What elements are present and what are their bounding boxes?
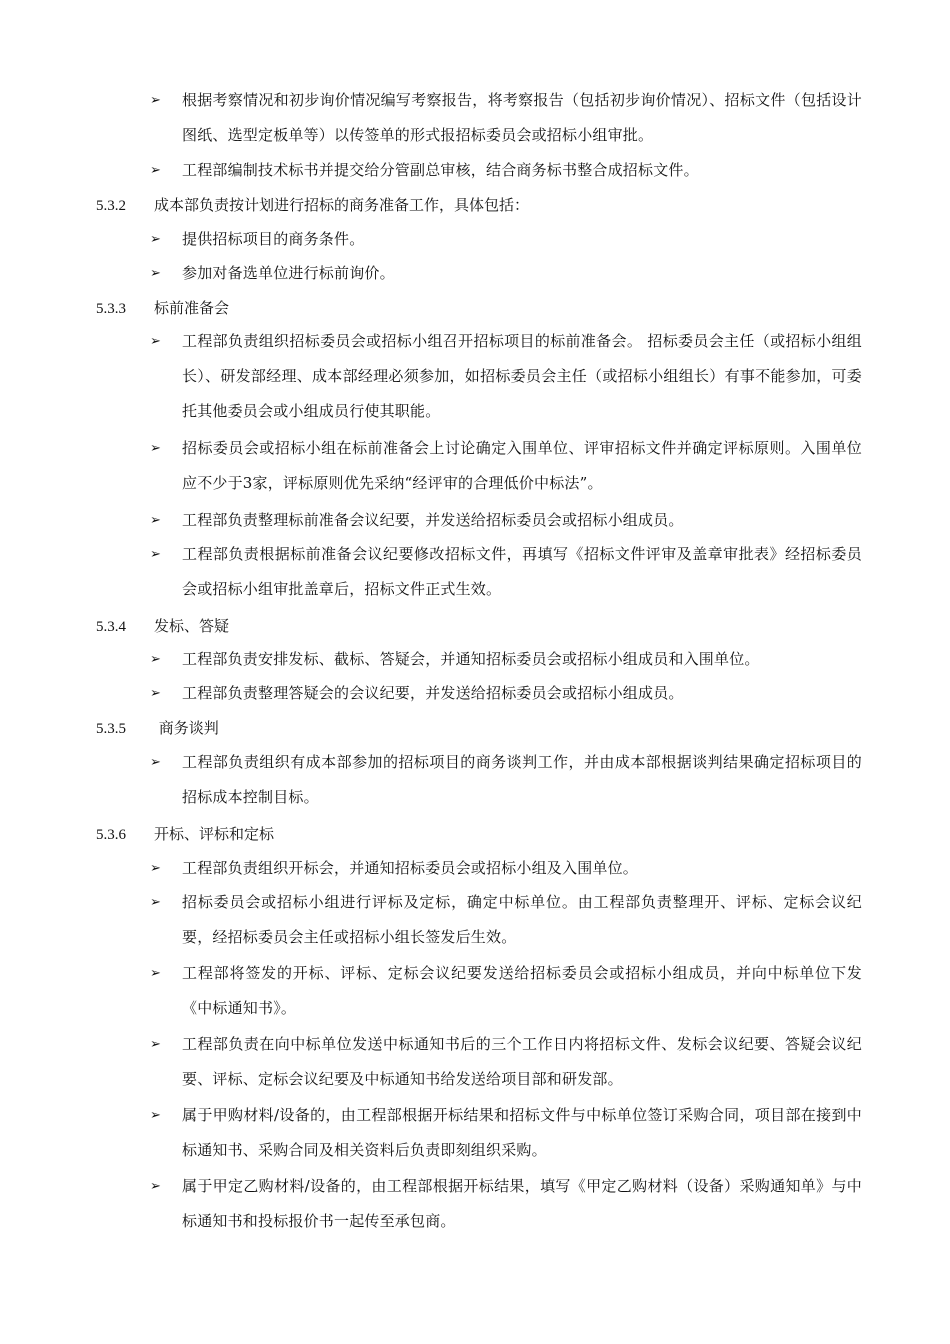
arrowhead-bullet-icon: ➢ (150, 547, 161, 562)
list-item (150, 256, 862, 291)
section-number: 5.3.6 (96, 827, 126, 843)
section-heading (96, 616, 229, 637)
section-heading (96, 298, 229, 319)
list-item-text: 属于甲定乙购材料/设备的，由工程部根据开标结果，填写《甲定乙购材料（设备）采购通知单》与中标通知书和投标报价书一起传至承包商。 (182, 1177, 862, 1230)
arrowhead-bullet-icon: ➢ (150, 163, 161, 178)
list-item (150, 503, 862, 538)
arrowhead-bullet-icon: ➢ (150, 93, 161, 108)
list-item-text: 工程部负责在向中标单位发送中标通知书后的三个工作日内将招标文件、发标会议纪要、答疑会议纪要、评标、定标会议纪要及中标通知书给发送给项目部和研发部。 (182, 1035, 862, 1088)
arrowhead-bullet-icon: ➢ (150, 334, 161, 349)
arrowhead-bullet-icon: ➢ (150, 1108, 161, 1123)
section-title: 成本部负责按计划进行招标的商务准备工作，具体包括： (154, 196, 530, 214)
list-item (150, 537, 862, 607)
list-item (150, 1027, 862, 1097)
arrowhead-bullet-icon: ➢ (150, 652, 161, 667)
arrowhead-bullet-icon: ➢ (150, 232, 161, 247)
section-number: 5.3.2 (96, 198, 126, 214)
list-item (150, 431, 862, 501)
list-item (150, 676, 862, 711)
list-item-text: 提供招标项目的商务条件。 (182, 230, 365, 248)
section-title: 开标、评标和定标 (154, 825, 275, 843)
list-item-text: 招标委员会或招标小组在标前准备会上讨论确定入围单位、评审招标文件并确定评标原则。入围单位应不少于3家，评标原则优先采纳“经评审的合理低价中标法”。 (182, 439, 862, 492)
list-item-text: 根据考察情况和初步询价情况编写考察报告，将考察报告（包括初步询价情况）、招标文件（包括设计图纸、选型定板单等）以传签单的形式报招标委员会或招标小组审批。 (182, 91, 862, 144)
list-item (150, 222, 862, 257)
arrowhead-bullet-icon: ➢ (150, 861, 161, 876)
arrowhead-bullet-icon: ➢ (150, 1037, 161, 1052)
list-item-text: 工程部编制技术标书并提交给分管副总审核，结合商务标书整合成招标文件。 (182, 161, 699, 179)
list-item-text: 工程部负责组织有成本部参加的招标项目的商务谈判工作，并由成本部根据谈判结果确定招标项目的招标成本控制目标。 (182, 753, 862, 806)
section-number: 5.3.5 (96, 721, 126, 737)
section-title: 发标、答疑 (154, 617, 230, 635)
section-title: 商务谈判 (154, 719, 219, 737)
arrowhead-bullet-icon: ➢ (150, 1179, 161, 1194)
list-item-text: 工程部负责整理标前准备会议纪要，并发送给招标委员会或招标小组成员。 (182, 511, 684, 529)
section-title: 标前准备会 (154, 299, 230, 317)
section-heading (96, 824, 274, 845)
list-item (150, 153, 862, 188)
list-item (150, 324, 862, 429)
list-item (150, 1169, 862, 1239)
list-item-text: 参加对备选单位进行标前询价。 (182, 264, 395, 282)
arrowhead-bullet-icon: ➢ (150, 895, 161, 910)
list-item-text: 工程部负责组织招标委员会或招标小组召开招标项目的标前准备会。 招标委员会主任（或招标小组组长）、研发部经理、成本部经理必须参加，如招标委员会主任（或招标小组组长）有事不能参加，可委托其他委员会或小组成员行使其职能。 (182, 332, 862, 420)
arrowhead-bullet-icon: ➢ (150, 686, 161, 701)
list-item (150, 83, 862, 153)
list-item (150, 956, 862, 1026)
list-item-text: 工程部将签发的开标、评标、定标会议纪要发送给招标委员会或招标小组成员，并向中标单位下发《中标通知书》。 (182, 964, 862, 1017)
arrowhead-bullet-icon: ➢ (150, 441, 161, 456)
list-item (150, 851, 862, 886)
arrowhead-bullet-icon: ➢ (150, 755, 161, 770)
list-item-text: 工程部负责组织开标会，并通知招标委员会或招标小组及入围单位。 (182, 859, 639, 877)
section-heading (96, 718, 219, 739)
list-item-text: 工程部负责整理答疑会的会议纪要，并发送给招标委员会或招标小组成员。 (182, 684, 684, 702)
section-heading (96, 195, 529, 216)
list-item-text: 工程部负责根据标前准备会议纪要修改招标文件，再填写《招标文件评审及盖章审批表》经招标委员会或招标小组审批盖章后，招标文件正式生效。 (182, 545, 862, 598)
list-item-text: 属于甲购材料/设备的，由工程部根据开标结果和招标文件与中标单位签订采购合同，项目部在接到中标通知书、采购合同及相关资料后负责即刻组织采购。 (182, 1106, 862, 1159)
list-item (150, 1098, 862, 1168)
list-item (150, 745, 862, 815)
arrowhead-bullet-icon: ➢ (150, 266, 161, 281)
list-item (150, 642, 862, 677)
section-number: 5.3.4 (96, 619, 126, 635)
arrowhead-bullet-icon: ➢ (150, 966, 161, 981)
arrowhead-bullet-icon: ➢ (150, 513, 161, 528)
section-number: 5.3.3 (96, 301, 126, 317)
list-item-text: 招标委员会或招标小组进行评标及定标，确定中标单位。由工程部负责整理开、评标、定标会议纪要，经招标委员会主任或招标小组长签发后生效。 (182, 893, 862, 946)
list-item-text: 工程部负责安排发标、截标、答疑会，并通知招标委员会或招标小组成员和入围单位。 (182, 650, 760, 668)
list-item (150, 885, 862, 955)
